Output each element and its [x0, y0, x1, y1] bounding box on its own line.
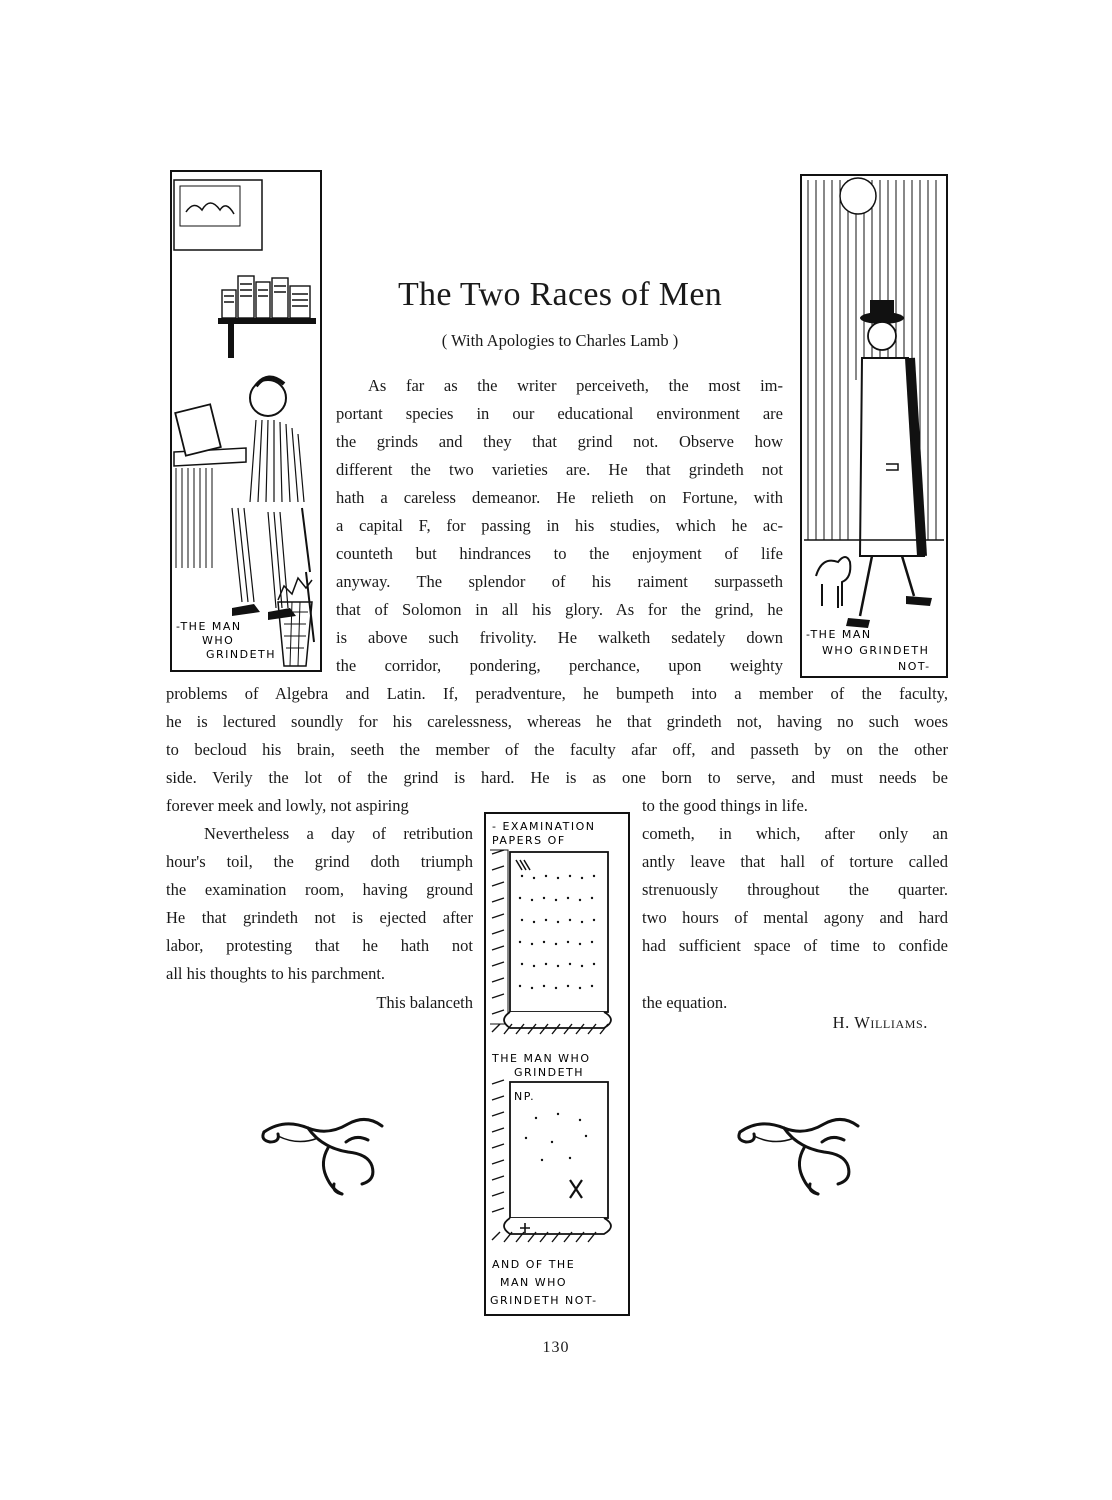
page-subtitle: ( With Apologies to Charles Lamb ): [441, 331, 679, 350]
body-line: anyway. The splendor of his raiment surpasseth: [336, 572, 783, 591]
center-mid-caption-line1: THE MAN WHO: [492, 1052, 591, 1065]
desk-side: [176, 468, 212, 568]
exam-paper-grind-not: [492, 1080, 611, 1242]
body-line: the examination room, having ground: [166, 880, 473, 899]
body-line: side. Verily the lot of the grind is hard. He is as one born to serve, and must needs be: [166, 768, 948, 787]
exam-paper-grind: [490, 850, 611, 1034]
grind-not-drawing: [802, 176, 946, 676]
body-line: hath a careless demeanor. He relieth on Fortune, with: [336, 488, 783, 507]
illustration-grind: [170, 170, 322, 672]
left-caption-line2: WHO: [202, 634, 235, 647]
center-mid-caption-line2: GRINDETH: [514, 1066, 585, 1079]
left-caption-line1: -THE MAN: [176, 620, 242, 633]
illustration-grind-not: [800, 174, 948, 678]
body-line: hour's toil, the grind doth triumph: [166, 852, 473, 871]
center-bottom-caption-line1: AND OF THE: [492, 1258, 576, 1271]
body-line: different the two varieties are. He that grindeth not: [336, 460, 783, 479]
clock: [840, 178, 876, 214]
grind-not-head: [868, 322, 896, 350]
exam-papers-drawing: [486, 814, 628, 1314]
right-caption-line2: WHO GRINDETH: [822, 644, 930, 657]
right-caption-line3: NOT-: [898, 660, 931, 673]
center-mid-label: NP.: [514, 1090, 536, 1103]
right-caption-line1: -THE MAN: [806, 628, 872, 641]
body-line: to becloud his brain, seeth the member of the faculty afar off, and passeth by on the other: [166, 740, 948, 759]
books: [222, 276, 310, 318]
body-line: Nevertheless a day of retribution: [204, 824, 473, 843]
left-ornament: [258, 1112, 388, 1198]
body-line: As far as the writer perceiveth, the most im-: [368, 376, 783, 395]
body-line: two hours of mental agony and hard: [642, 908, 948, 927]
center-top-caption-line2: PAPERS OF: [492, 834, 566, 847]
body-line: the equation.: [642, 993, 728, 1012]
page-title: The Two Races of Men: [397, 276, 723, 313]
center-top-caption-line1: - EXAMINATION: [492, 820, 596, 833]
body-line: portant species in our educational environment are: [336, 404, 783, 423]
book-in-hand: [175, 404, 221, 455]
right-ornament: [734, 1112, 864, 1198]
body-line: cometh, in which, after only an: [642, 824, 948, 843]
body-line: forever meek and lowly, not aspiring: [166, 796, 409, 815]
body-line: strenuously throughout the quarter.: [642, 880, 948, 899]
page-number: 130: [542, 1339, 570, 1356]
body-line: the grinds and they that grind not. Observe how: [336, 432, 783, 451]
grind-drawing: [172, 172, 320, 670]
center-bottom-caption-line3: GRINDETH NOT-: [490, 1294, 598, 1307]
body-line: labor, protesting that he hath not: [166, 936, 473, 955]
bookshelf: [218, 318, 316, 324]
body-line: to the good things in life.: [642, 796, 808, 815]
body-line: he is lectured soundly for his carelessness, whereas he that grindeth not, having no such woes: [166, 712, 948, 731]
body-line: He that grindeth not is ejected after: [166, 908, 473, 927]
left-caption-line3: GRINDETH: [206, 648, 277, 661]
body-line: had sufficient space of time to confide: [642, 936, 948, 955]
wall-picture: [174, 180, 262, 250]
illustration-examination-papers: [484, 812, 630, 1316]
body-line: counteth but hindrances to the enjoyment of life: [336, 544, 783, 563]
body-line: is above such frivolity. He walketh sedately down: [336, 628, 783, 647]
body-line: that of Solomon in all his glory. As for the grind, he: [336, 600, 783, 619]
body-line: problems of Algebra and Latin. If, peradventure, he bumpeth into a member of the faculty,: [166, 684, 948, 703]
body-line: This balanceth: [376, 993, 473, 1012]
body-line: antly leave that hall of torture called: [642, 852, 948, 871]
body-line: a capital F, for passing in his studies, which he ac-: [336, 516, 783, 535]
body-line: all his thoughts to his parchment.: [166, 964, 386, 983]
grind-not-shoes: [846, 596, 932, 628]
center-bottom-caption-line2: MAN WHO: [500, 1276, 568, 1289]
hat: [870, 300, 894, 318]
cat: [816, 557, 850, 608]
author-signature: H. Williams.: [832, 1013, 928, 1032]
picture-frame: [180, 186, 240, 226]
body-line: the corridor, pondering, perchance, upon weighty: [336, 656, 783, 675]
